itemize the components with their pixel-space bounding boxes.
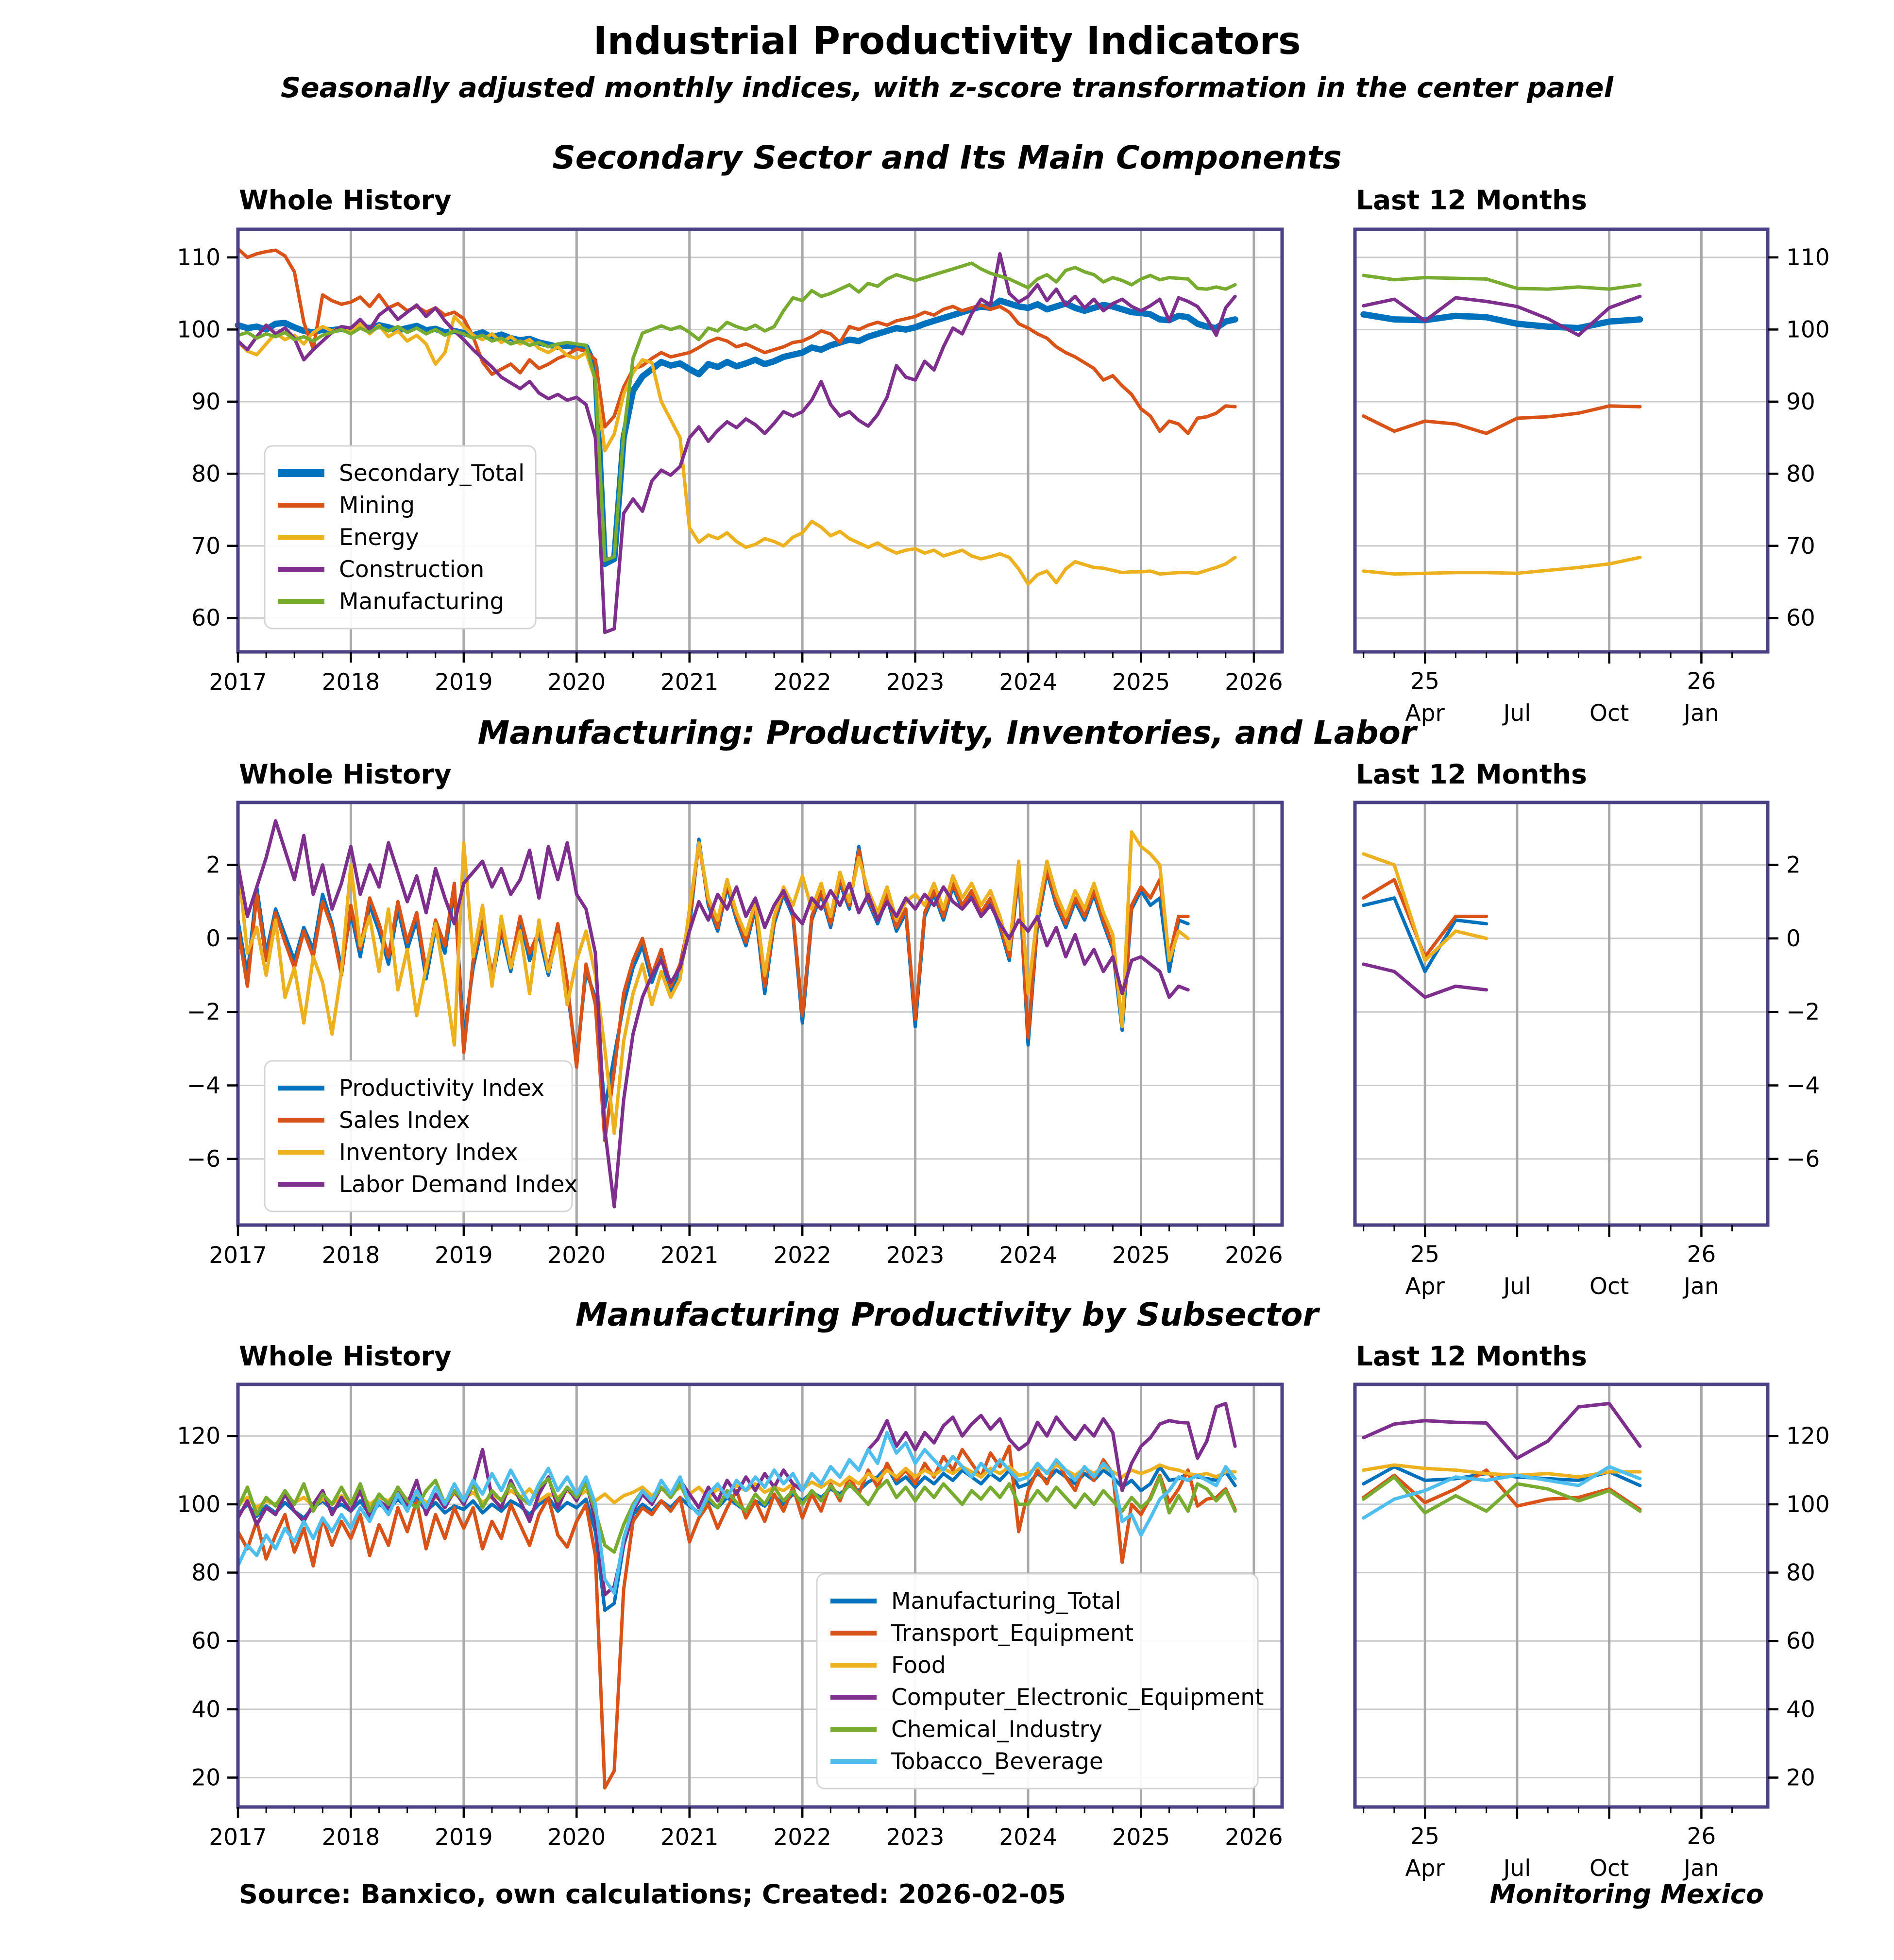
svg-text:0: 0 (206, 925, 220, 952)
line-chart-canvas (146, 1384, 1321, 1880)
svg-text:100: 100 (177, 1491, 220, 1518)
svg-text:120: 120 (1786, 1423, 1830, 1450)
line-chart-canvas (1355, 802, 1879, 1329)
svg-text:40: 40 (1786, 1696, 1815, 1723)
svg-text:Food: Food (891, 1652, 946, 1679)
svg-text:100: 100 (1786, 316, 1830, 343)
svg-text:110: 110 (177, 244, 220, 271)
chart-2-last-12-months-label: Last 12 Months (1356, 759, 1587, 790)
svg-text:20: 20 (1786, 1764, 1815, 1791)
svg-text:−6: −6 (186, 1145, 220, 1173)
line-chart-canvas (146, 802, 1321, 1298)
chart-3-whole-history-label: Whole History (239, 1341, 452, 1372)
svg-text:−4: −4 (1786, 1072, 1820, 1099)
chart-3-whole-history-panel (146, 1384, 1321, 1880)
svg-text:2: 2 (1786, 852, 1801, 879)
svg-text:2017: 2017 (209, 1242, 267, 1269)
svg-text:80: 80 (1786, 460, 1815, 488)
svg-text:2019: 2019 (435, 1824, 493, 1851)
chart-3-title: Manufacturing Productivity by Subsector (575, 1296, 1319, 1333)
source-note: Source: Banxico, own calculations; Created: 2026-02-05 (239, 1879, 1066, 1909)
svg-text:70: 70 (1786, 532, 1815, 560)
svg-text:Jul: Jul (1503, 1855, 1531, 1882)
svg-text:Jan: Jan (1684, 700, 1719, 727)
svg-text:2020: 2020 (547, 1824, 606, 1851)
svg-text:60: 60 (1786, 1628, 1815, 1655)
svg-text:90: 90 (1786, 388, 1815, 415)
svg-text:Oct: Oct (1590, 1855, 1629, 1882)
svg-text:25: 25 (1410, 1823, 1440, 1850)
svg-text:26: 26 (1687, 1241, 1716, 1268)
chart-1-whole-history-panel (146, 229, 1321, 725)
svg-text:−2: −2 (186, 999, 220, 1026)
svg-text:2020: 2020 (547, 1242, 606, 1269)
svg-text:Computer_Electronic_Equipment: Computer_Electronic_Equipment (891, 1684, 1264, 1711)
chart-1-last-12-months-label: Last 12 Months (1356, 185, 1587, 216)
svg-text:Oct: Oct (1590, 1273, 1629, 1300)
svg-text:80: 80 (191, 1559, 220, 1586)
svg-text:20: 20 (191, 1764, 220, 1791)
svg-text:Jul: Jul (1503, 700, 1531, 727)
svg-text:2018: 2018 (321, 1242, 380, 1269)
chart-3-last-12-months-panel (1355, 1384, 1879, 1911)
svg-text:80: 80 (191, 460, 220, 488)
chart-1-whole-history-label: Whole History (239, 185, 452, 216)
svg-text:80: 80 (1786, 1559, 1815, 1586)
svg-text:Apr: Apr (1405, 1855, 1445, 1882)
svg-text:Construction: Construction (339, 556, 485, 583)
svg-text:2018: 2018 (321, 669, 380, 696)
svg-text:Sales Index: Sales Index (339, 1107, 470, 1134)
svg-text:110: 110 (1786, 244, 1830, 271)
svg-text:2024: 2024 (999, 1824, 1057, 1851)
svg-text:100: 100 (177, 316, 220, 343)
svg-text:60: 60 (1786, 605, 1815, 632)
chart-2-title: Manufacturing: Productivity, Inventories, and Labor (477, 714, 1417, 751)
line-chart-canvas (1355, 1384, 1879, 1911)
line-chart-canvas (1355, 229, 1879, 756)
chart-2-last-12-months-panel (1355, 802, 1879, 1329)
svg-text:Labor Demand Index: Labor Demand Index (339, 1171, 578, 1198)
svg-text:100: 100 (1786, 1491, 1830, 1518)
svg-text:Jul: Jul (1503, 1273, 1531, 1300)
svg-text:2017: 2017 (209, 669, 267, 696)
svg-text:Jan: Jan (1684, 1273, 1719, 1300)
svg-text:−6: −6 (1786, 1145, 1820, 1173)
svg-text:2018: 2018 (321, 1824, 380, 1851)
svg-text:2024: 2024 (999, 669, 1057, 696)
svg-text:2026: 2026 (1225, 669, 1283, 696)
svg-text:2025: 2025 (1112, 1824, 1170, 1851)
svg-text:Secondary_Total: Secondary_Total (339, 460, 525, 487)
brand-note: Monitoring Mexico (1489, 1879, 1764, 1909)
svg-text:2026: 2026 (1225, 1242, 1283, 1269)
figure-subtitle: Seasonally adjusted monthly indices, with z-score transformation in the center panel (280, 72, 1614, 104)
svg-text:Transport_Equipment: Transport_Equipment (891, 1620, 1134, 1647)
svg-text:Tobacco_Beverage: Tobacco_Beverage (891, 1748, 1103, 1775)
svg-text:Manufacturing: Manufacturing (339, 588, 505, 615)
svg-text:Apr: Apr (1405, 1273, 1445, 1300)
svg-text:2023: 2023 (886, 669, 945, 696)
figure-title: Industrial Productivity Indicators (593, 19, 1301, 63)
svg-text:60: 60 (191, 605, 220, 632)
svg-text:25: 25 (1410, 1241, 1440, 1268)
svg-text:Productivity Index: Productivity Index (339, 1075, 544, 1102)
svg-text:2022: 2022 (773, 669, 831, 696)
svg-text:−4: −4 (186, 1072, 220, 1099)
svg-text:2021: 2021 (660, 669, 719, 696)
svg-text:26: 26 (1687, 1823, 1716, 1850)
svg-text:120: 120 (177, 1423, 220, 1450)
svg-text:26: 26 (1687, 668, 1716, 695)
svg-text:2023: 2023 (886, 1242, 945, 1269)
svg-text:2025: 2025 (1112, 1242, 1170, 1269)
svg-text:Mining: Mining (339, 492, 415, 519)
svg-text:2022: 2022 (773, 1242, 831, 1269)
chart-1-title: Secondary Sector and Its Main Components (552, 139, 1342, 176)
chart-3-last-12-months-label: Last 12 Months (1356, 1341, 1587, 1372)
chart-2-whole-history-label: Whole History (239, 759, 452, 790)
svg-text:−2: −2 (1786, 999, 1820, 1026)
svg-text:2020: 2020 (547, 669, 606, 696)
svg-text:2019: 2019 (435, 1242, 493, 1269)
svg-text:90: 90 (191, 388, 220, 415)
svg-text:60: 60 (191, 1628, 220, 1655)
svg-text:2024: 2024 (999, 1242, 1057, 1269)
svg-text:25: 25 (1410, 668, 1440, 695)
svg-text:2019: 2019 (435, 669, 493, 696)
svg-text:Oct: Oct (1590, 700, 1629, 727)
svg-text:Jan: Jan (1684, 1855, 1719, 1882)
svg-text:Energy: Energy (339, 524, 419, 551)
svg-text:2025: 2025 (1112, 669, 1170, 696)
chart-2-whole-history-panel (146, 802, 1321, 1298)
svg-text:70: 70 (191, 532, 220, 560)
svg-text:2017: 2017 (209, 1824, 267, 1851)
svg-text:Chemical_Industry: Chemical_Industry (891, 1716, 1102, 1743)
svg-text:Apr: Apr (1405, 700, 1445, 727)
svg-text:2021: 2021 (660, 1242, 719, 1269)
line-chart-canvas (146, 229, 1321, 725)
svg-text:2021: 2021 (660, 1824, 719, 1851)
svg-text:0: 0 (1786, 925, 1801, 952)
svg-text:2026: 2026 (1225, 1824, 1283, 1851)
svg-text:Inventory Index: Inventory Index (339, 1139, 518, 1166)
svg-text:2022: 2022 (773, 1824, 831, 1851)
svg-text:2: 2 (206, 852, 220, 879)
svg-text:40: 40 (191, 1696, 220, 1723)
svg-text:2023: 2023 (886, 1824, 945, 1851)
chart-1-last-12-months-panel (1355, 229, 1879, 756)
svg-text:Manufacturing_Total: Manufacturing_Total (891, 1588, 1121, 1615)
